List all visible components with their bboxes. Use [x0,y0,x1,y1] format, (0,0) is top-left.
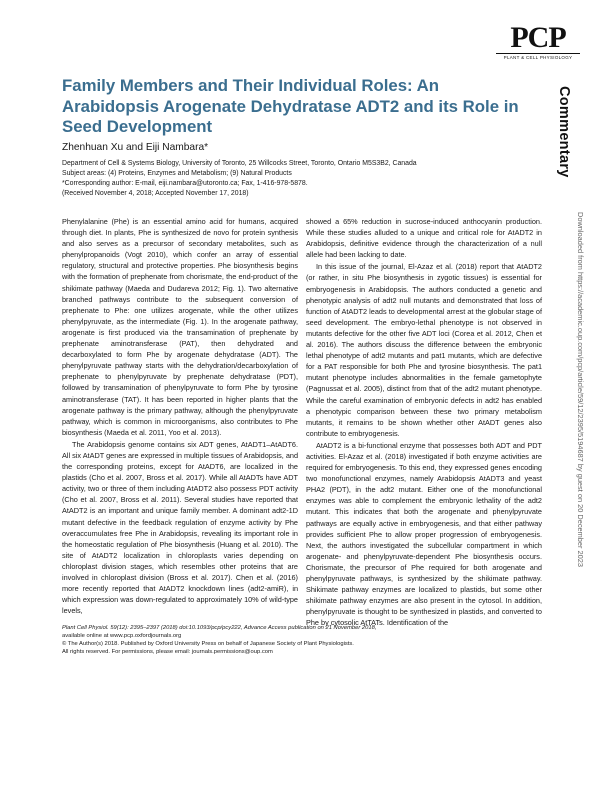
body-paragraph: In this issue of the journal, El-Azaz et al. (2018) report that AtADT2 (or rather, in situ Phe biosynthesis in zygotic tissues) is essential for embryogenesis in Arabidopsis. The authors conducted a genetic and phenotypic analysis of adt2 null mutants and demonstrated that loss of function of AtADT2 leads to developmental arrest at the globular stage of seed development. The embryo-lethal phenotype is not observed in mutants defective for the other five ADT loci (Corea et al. 2012, Chen et al. 2016). The authors discuss the difference between the embryonic lethal phenotype of adt2 mutants and pat1 mutants, which are defective for a PAT responsible for both Phe and tyrosine biosynthesis. The pat1 mutant phenotype includes abnormalities in the female gametophyte (Pagnussat et al. 2005), distinct from that of the adt2 mutant phenotype. While the careful examination of embryonic defects in adt2 has enabled a phenotypic comparison between these two primary metabolism mutants, it remains to be shown whether other AtADT genes also contribute to embryogenesis. [306,262,542,438]
article-title: Family Members and Their Individual Roles: An Arabidopsis Arogenate Dehydratase ADT2 and its Role in Seed Development [62,76,519,136]
journal-url-line: available online at www.pcp.oxfordjournals.org [62,633,182,639]
body-paragraph: Phenylalanine (Phe) is an essential amino acid for humans, acquired through diet. In plants, Phe is synthesized de novo for protein synthesis and also serves as a precursor of secondary metabolites, such as phenylpropanoids (Vogt 2010), which confer an array of essential regulatory, structural and protective properties. Phe biosynthesis begins with the formation of prephenate from chorismate, the end-product of the shikimate pathway (Maeda and Dudareva 2012; Fig. 1). Two alternative branched pathways contribute to the subsequent conversion of prephenate to Phe: one utilizes arogenate, while the other utilizes phenylpyruvate, as the intermediate (Fig. 1). In the arogenate pathway, arogenate is first produced via the transamination of prephenate by prephenate aminotransferase (PAT), then dehydrated and decarboxylated to form Phe by arogenate dehydratase (ADT). The phenylpyruvate pathway starts with the dehydration/decarboxylation of prephenate to phenylpyruvate by prephenate dehydratase (PDT), followed by transamination of phenylpyruvate to form Phe by tyrosine aminotransferase (TAT). It has been reported in higher plants that the arogenate pathway is the primary pathway, although the phenylpyruvate pathway, which is common in microorganisms, also contributes to Phe biosynthesis (Maeda et al. 2011, Yoo et al. 2013). [62,217,298,437]
permissions-line: All rights reserved. For permissions, please email: journals.permissions@oup.com [62,649,273,655]
journal-logo-subtitle: PLANT & CELL PHYSIOLOGY [496,53,580,60]
author-line: Zhenhuan Xu and Eiji Nambara* [62,142,209,153]
journal-logo-text: PCP [510,21,566,54]
affiliation-line: Department of Cell & Systems Biology, University of Toronto, 25 Willcocks Street, Toronto, Ontario M5S3B2, Canada [62,160,417,167]
body-paragraph: showed a 65% reduction in sucrose-induced anthocyanin production. While these studies alluded to a unique and critical role for AtADT2 in Arabidopsis, definitive evidence through the characterization of a null allele had been lacking to date. [306,217,542,260]
copyright-line: © The Author(s) 2018. Published by Oxford University Press on behalf of Japanese Society of Plant Physiologists. [62,641,354,647]
journal-logo [496,21,580,60]
affiliation-block [62,159,532,199]
section-label: Commentary [556,86,572,178]
received-dates-line: (Received November 4, 2018; Accepted November 17, 2018) [62,190,249,197]
footer-citation [62,624,376,656]
body-paragraph: AtADT2 is a bi-functional enzyme that possesses both ADT and PDT activities. El-Azaz et al. (2018) investigated if both enzyme activities are required for embryogenesis. To this end, they expressed genes encoding two monofunctional enzymes, namely Arabidopsis AtADT3 and yeast PHA2 (PDT), in the adt2 mutant. Either one of the monofunctional enzymes was able to complement the embryonic lethality of the adt2 mutant. This indicates that both the arogenate and phenylpyruvate pathways are equally active in embryogenesis, and that either pathway provides sufficient Phe to allow proper progression of embryogenesis. Next, the authors investigated the subcellular compartment in which arogenate- and phenylpyruvate-dependent Phe biosynthesis occurs. Chorismate, the precursor of Phe required for both arogenate and phenylpyruvate pathways, is synthesized by the shikimate pathway. Shikimate pathway enzymes are localized to plastids, but some other shikimate pathway enzymes are also present in the cytosol. In addition, phenylpyruvate is thought to be synthesized in plastids, and converted to Phe by cytosolic AtTATs. Identification of the [306,440,542,628]
right-column [306,216,542,629]
download-note: Downloaded from https://academic.oup.com/pcp/article/59/12/2395/5194687 by guest on 20 December 2023 [576,212,585,567]
body-paragraph: The Arabidopsis genome contains six ADT genes, AtADT1–AtADT6. All six AtADT genes are expressed in multiple tissues of Arabidopsis, and the corresponding proteins, except for AtADT6, are localized in the plastids (Cho et al. 2007, Bross et al. 2017). While all AtADTs have ADT activity, two or three of them including AtADT2 also possess PDT activity (Cho et al. 2007, Bross et al. 2011). Several studies have reported that AtADT2 is an important and unique family member. A dominant adt2-1D mutant defective in the feedback regulation of enzyme activity by Phe overaccumulates free Phe in Arabidopsis, revealing its important role in the homeostatic regulation of Phe biosynthesis (Huang et al. 2010). The site of AtADT2 localization in chloroplasts varies depending on chloroplast division stages, which resembles other proteins that are involved in chloroplast division (Bross et al. 2017). Chen et al. (2016) more recently reported that AtADT2 knockdown lines (adt2-amiR), in which expression was down-regulated to approximately 10% of wild-type levels, [62,439,298,616]
subject-areas-line: Subject areas: (4) Proteins, Enzymes and Metabolism; (9) Natural Products [62,170,292,177]
citation-line: Plant Cell Physiol. 59(12): 2395–2397 (2018) doi:10.1093/pcp/pcy222, Advance Access publication on 21 November 2018, [62,625,377,631]
left-column [62,216,298,617]
corresponding-author-line: *Corresponding author: E-mail, eiji.nambara@utoronto.ca; Fax, 1-416-978-5878. [62,180,308,187]
